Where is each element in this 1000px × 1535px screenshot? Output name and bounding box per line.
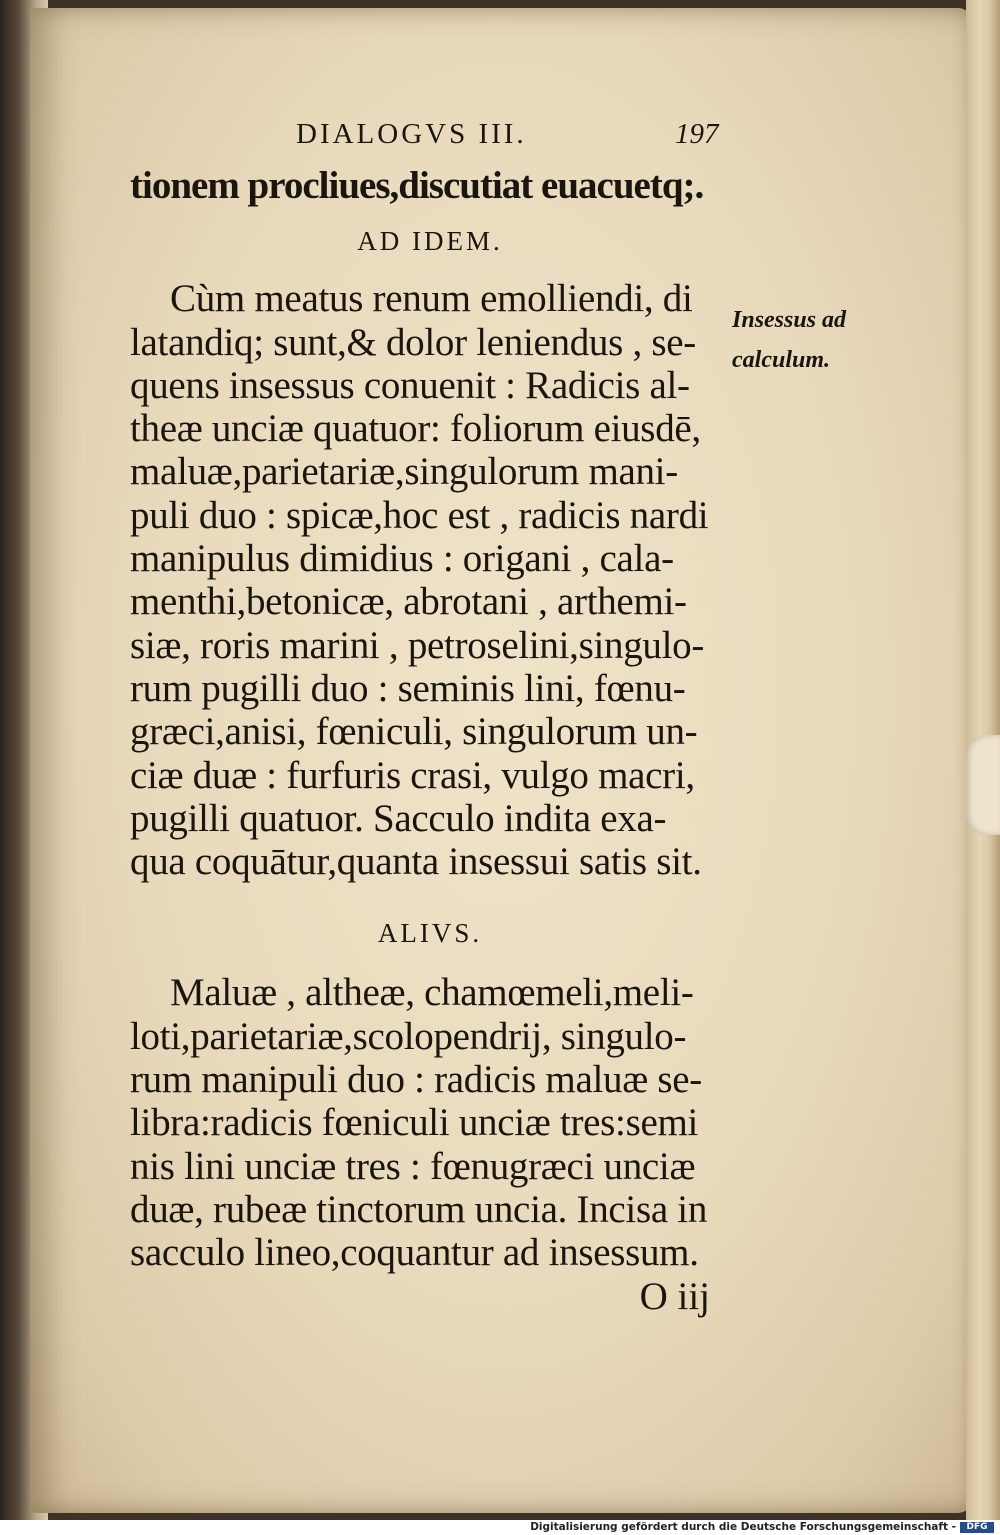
- text-block: [130, 112, 730, 1318]
- footer-bar: [0, 1520, 1000, 1535]
- text-line: puli duo : spicæ,hoc est , radicis nardi: [130, 493, 709, 537]
- text-line: siæ, roris marini , petroselini,singulo-: [130, 623, 705, 667]
- continuation-line: tionem procliues,discutiat euacuetq;.: [130, 164, 704, 207]
- text-line: Maluæ , altheæ, chamœmeli,meli-: [170, 971, 694, 1015]
- marginal-note-line: Insessus ad: [732, 307, 847, 333]
- text-line: græci,anisi, fœniculi, singulorum un-: [130, 710, 698, 754]
- text-line: sacculo lineo,coquantur ad insessum.: [130, 1231, 699, 1275]
- text-line: libra:radicis fœniculi unciæ tres:semi: [130, 1101, 699, 1145]
- running-head: [130, 112, 730, 164]
- signature-mark: O iij: [639, 1274, 710, 1318]
- funding-credit: Digitalisierung gefördert durch die Deutsche Forschungsgemeinschaft -: [530, 1521, 956, 1533]
- text-line: theæ unciæ quatuor: foliorum eiusdē,: [130, 407, 701, 451]
- text-line: rum pugilli duo : seminis lini, fœnu-: [130, 666, 686, 710]
- section-heading: AD IDEM.: [357, 226, 503, 257]
- section-body: [130, 277, 730, 883]
- page-clip: [966, 735, 1000, 835]
- text-line: latandiq; sunt,& dolor leniendus , se-: [130, 320, 696, 364]
- text-line: quens insessus conuenit : Radicis al-: [130, 363, 690, 407]
- running-title: DIALOGVS III.: [296, 118, 527, 150]
- text-line: loti,parietariæ,scolopendrij, singulo-: [130, 1014, 687, 1058]
- text-line: manipulus dimidius : origani , cala-: [130, 537, 674, 581]
- text-line: rum manipuli duo : radicis maluæ se-: [130, 1058, 702, 1102]
- section-body: [130, 971, 730, 1274]
- text-line: Cùm meatus renum emolliendi, di: [170, 277, 693, 321]
- text-line: nis lini unciæ tres : fœnugræci unciæ: [130, 1144, 696, 1188]
- marginal-note-line: calculum.: [732, 347, 831, 373]
- page-number: 197: [675, 118, 719, 150]
- text-line: duæ, rubeæ tinctorum uncia. Incisa in: [130, 1187, 708, 1231]
- text-line: menthi,betonicæ, abrotani , arthemi-: [130, 580, 687, 624]
- text-line: ciæ duæ : furfuris crasi, vulgo macri,: [130, 753, 695, 797]
- section-heading: ALIVS.: [377, 918, 483, 949]
- marginal-note: [732, 300, 846, 380]
- text-line: qua coquātur,quanta insessui satis sit.: [130, 840, 702, 884]
- dfg-logo: DFG: [960, 1522, 994, 1533]
- text-line: pugilli quatuor. Sacculo indita exa-: [130, 796, 667, 840]
- text-line: maluæ,parietariæ,singulorum mani-: [130, 450, 678, 494]
